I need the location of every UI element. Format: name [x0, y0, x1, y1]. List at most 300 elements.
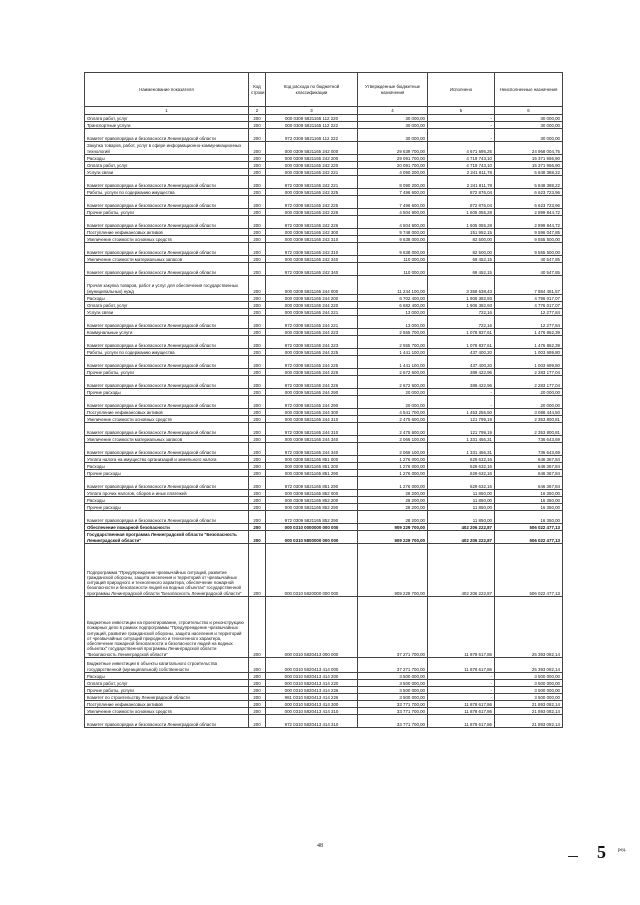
row-code: 200 — [249, 436, 266, 443]
table-row — [85, 142, 563, 155]
row-executed: 2 241 811,78 — [428, 169, 495, 176]
row-code: 200 — [249, 169, 266, 176]
row-code: 200 — [249, 329, 266, 336]
row-approved: 7 496 600,00 — [358, 196, 428, 209]
row-code: 200 — [249, 155, 266, 162]
row-code: 200 — [249, 658, 266, 673]
row-budget-code: 972 0309 5821165 242 221 — [266, 176, 358, 189]
row-budget-code: 972 0309 5821165 244 290 — [266, 396, 358, 409]
row-budget-code: 972 0309 5821165 242 225 — [266, 196, 358, 209]
row-name: Комитет правопорядка и безопасности Ленинградской области — [85, 356, 249, 369]
table-row — [85, 443, 563, 456]
row-name: Увеличение стоимости материальных запасов — [85, 436, 249, 443]
table-row — [85, 456, 563, 463]
row-code: 200 — [249, 162, 266, 169]
row-unexecuted: 1 476 862,39 — [495, 329, 563, 336]
row-executed: 1 453 255,50 — [428, 409, 495, 416]
row-approved: 33 771 700,00 — [358, 708, 428, 715]
row-approved: 4 090 200,00 — [358, 169, 428, 176]
table-row — [85, 490, 563, 497]
table-row — [85, 680, 563, 687]
row-budget-code: 972 0309 5821165 112 222 — [266, 129, 358, 142]
row-approved: 2 475 600,00 — [358, 423, 428, 436]
row-budget-code: 000 0310 5820413 414 220 — [266, 680, 358, 687]
row-unexecuted: 12 277,84 — [495, 309, 563, 316]
row-executed: 402 206 222,87 — [428, 524, 495, 531]
row-code: 200 — [249, 511, 266, 524]
table-row — [85, 376, 563, 389]
row-approved: 20 000,00 — [358, 389, 428, 396]
row-executed: 121 799,19 — [428, 416, 495, 423]
row-approved: 2 555 700,00 — [358, 336, 428, 349]
row-unexecuted: 15 371 956,90 — [495, 162, 563, 169]
row-budget-code: 000 0309 5821165 244 310 — [266, 416, 358, 423]
row-approved: 20 000,00 — [358, 396, 428, 409]
report-table-container — [84, 72, 562, 728]
row-code: 200 — [249, 680, 266, 687]
row-approved: 909 229 700,00 — [358, 524, 428, 531]
row-budget-code: 000 0309 5821165 244 221 — [266, 309, 358, 316]
row-budget-code: 000 0310 5820413 414 310 — [266, 708, 358, 715]
row-executed: 437 400,20 — [428, 349, 495, 356]
row-executed: 2 241 811,78 — [428, 176, 495, 189]
row-budget-code: 000 0310 5820413 414 300 — [266, 701, 358, 708]
row-unexecuted: 20 000,00 — [495, 396, 563, 409]
row-code: 200 — [249, 694, 266, 701]
row-executed: - — [428, 673, 495, 680]
row-budget-code: 000 0309 5821165 851 290 — [266, 470, 358, 477]
row-code: 200 — [249, 463, 266, 470]
header-budget-code: Код расхода по бюджетной классификации — [266, 73, 358, 107]
row-name: Расходы — [85, 497, 249, 504]
row-name: Поступление нефинансовых активов — [85, 701, 249, 708]
row-code: 200 — [249, 276, 266, 295]
row-unexecuted: 9 555 500,00 — [495, 243, 563, 256]
row-code: 200 — [249, 263, 266, 276]
row-executed: 402 206 222,87 — [428, 544, 495, 597]
row-code: 200 — [249, 416, 266, 423]
row-budget-code: 000 0310 5820000 000 000 — [266, 544, 358, 597]
row-unexecuted: 20 000,00 — [495, 389, 563, 396]
row-budget-code: 000 0309 5821165 852 200 — [266, 497, 358, 504]
table-row — [85, 276, 563, 295]
row-code: 200 — [249, 349, 266, 356]
table-row — [85, 389, 563, 396]
row-budget-code: 000 0309 5821165 242 220 — [266, 162, 358, 169]
row-budget-code: 000 0309 5821165 244 226 — [266, 369, 358, 376]
row-unexecuted: 15 371 956,90 — [495, 155, 563, 162]
row-approved: 1 276 000,00 — [358, 477, 428, 490]
row-unexecuted: 2 899 844,72 — [495, 209, 563, 216]
row-name: Коммунальные услуги — [85, 329, 249, 336]
row-executed: 1 331 456,31 — [428, 436, 495, 443]
row-name: Прочие работы, услуги — [85, 209, 249, 216]
row-name: Оплата работ, услуг — [85, 162, 249, 169]
row-code: 200 — [249, 189, 266, 196]
row-name: Обеспечение пожарной безопасности — [85, 524, 249, 531]
row-approved: 28 200,00 — [358, 497, 428, 504]
row-approved: 30 000,00 — [358, 115, 428, 122]
row-unexecuted: 25 393 082,14 — [495, 597, 563, 658]
row-code: 200 — [249, 369, 266, 376]
row-code: 200 — [249, 597, 266, 658]
row-approved: 4 541 700,00 — [358, 409, 428, 416]
row-budget-code: 972 0309 5821165 244 310 — [266, 423, 358, 436]
row-unexecuted: 16 350,00 — [495, 504, 563, 511]
table-row — [85, 229, 563, 236]
table-row — [85, 236, 563, 243]
row-approved: 33 771 700,00 — [358, 715, 428, 728]
row-executed: 11 878 617,86 — [428, 701, 495, 708]
row-code: 200 — [249, 490, 266, 497]
row-code: 200 — [249, 409, 266, 416]
row-code: 200 — [249, 209, 266, 216]
row-approved: 909 229 700,00 — [358, 531, 428, 544]
row-budget-code: 000 0309 5821165 244 340 — [266, 436, 358, 443]
table-row — [85, 416, 563, 423]
header-unexecuted: Неисполненные назначения — [495, 73, 563, 107]
row-unexecuted: 2 283 177,04 — [495, 376, 563, 389]
table-row — [85, 524, 563, 531]
table-row — [85, 329, 563, 336]
row-approved: 8 090 200,00 — [358, 176, 428, 189]
row-approved: 2 475 600,00 — [358, 416, 428, 423]
row-executed: 1 078 837,61 — [428, 329, 495, 336]
row-approved: 1 441 100,00 — [358, 349, 428, 356]
row-unexecuted: 4 776 017,07 — [495, 302, 563, 309]
table-row — [85, 256, 563, 263]
row-name: Комитет правопорядка и безопасности Ленинградской области — [85, 511, 249, 524]
row-unexecuted: 4 796 017,07 — [495, 295, 563, 302]
row-budget-code: 972 0309 5821165 242 310 — [266, 243, 358, 256]
row-unexecuted: 1 003 699,80 — [495, 356, 563, 369]
table-body — [85, 115, 563, 728]
row-approved: 6 682 400,00 — [358, 302, 428, 309]
row-budget-code: 972 0309 5821165 244 221 — [266, 316, 358, 329]
row-name: Оплата работ, услуг — [85, 680, 249, 687]
row-unexecuted: 2 899 844,72 — [495, 216, 563, 229]
row-budget-code: 972 0309 5821165 244 340 — [266, 443, 358, 456]
table-row — [85, 531, 563, 544]
row-approved: 3 500 000,00 — [358, 687, 428, 694]
table-row — [85, 336, 563, 349]
row-approved: 4 504 900,00 — [358, 216, 428, 229]
row-name: Комитет по строительству Ленинградской области — [85, 694, 249, 701]
table-row — [85, 423, 563, 436]
row-executed: 4 719 743,10 — [428, 162, 495, 169]
row-code: 200 — [249, 256, 266, 263]
row-budget-code: 972 0309 5821165 244 225 — [266, 356, 358, 369]
row-executed: 1 331 456,31 — [428, 443, 495, 456]
row-code: 200 — [249, 443, 266, 456]
row-approved: 1 276 000,00 — [358, 456, 428, 463]
row-approved: 110 000,00 — [358, 256, 428, 263]
table-row — [85, 263, 563, 276]
row-approved: 29 639 700,00 — [358, 142, 428, 155]
row-name: Закупка товаров, работ, услуг в сфере информационно-коммуникационных технологий — [85, 142, 249, 155]
row-approved: 1 441 100,00 — [358, 356, 428, 369]
row-code: 200 — [249, 687, 266, 694]
row-budget-code: 000 0309 5821165 242 200 — [266, 155, 358, 162]
row-budget-code: 000 0309 5821165 244 290 — [266, 389, 358, 396]
row-budget-code: 000 0309 5821165 244 220 — [266, 302, 358, 309]
row-unexecuted: 506 022 477,13 — [495, 531, 563, 544]
row-budget-code: 000 0310 5800000 000 000 — [266, 531, 358, 544]
row-approved: 2 066 100,00 — [358, 443, 428, 456]
row-executed: - — [428, 389, 495, 396]
row-name: Оплата работ, услуг — [85, 115, 249, 122]
row-code: 200 — [249, 504, 266, 511]
row-code: 200 — [249, 336, 266, 349]
row-budget-code: 000 0309 5821165 112 222 — [266, 122, 358, 129]
row-code: 200 — [249, 229, 266, 236]
row-approved: 2 672 600,00 — [358, 376, 428, 389]
row-executed: 437 400,20 — [428, 356, 495, 369]
row-approved: 3 500 000,00 — [358, 694, 428, 701]
row-code: 200 — [249, 531, 266, 544]
table-row — [85, 216, 563, 229]
row-unexecuted: 506 022 477,13 — [495, 544, 563, 597]
row-executed: 11 850,00 — [428, 511, 495, 524]
row-budget-code: 000 0310 0000000 000 000 — [266, 524, 358, 531]
row-name: Комитет правопорядка и безопасности Ленинградской области — [85, 263, 249, 276]
row-name: Услуги связи — [85, 309, 249, 316]
row-approved: 28 200,00 — [358, 504, 428, 511]
row-name: Поступление нефинансовых активов — [85, 229, 249, 236]
row-name: Расходы — [85, 673, 249, 680]
row-budget-code: 972 0309 5821165 242 226 — [266, 216, 358, 229]
row-approved: 2 066 100,00 — [358, 436, 428, 443]
table-row — [85, 302, 563, 309]
row-executed: 69 452,15 — [428, 263, 495, 276]
table-row — [85, 511, 563, 524]
header-line-code: Код строки — [249, 73, 266, 107]
row-code: 200 — [249, 497, 266, 504]
row-approved: 13 000,00 — [358, 309, 428, 316]
table-row — [85, 295, 563, 302]
row-code: 200 — [249, 673, 266, 680]
row-approved: 2 672 600,00 — [358, 369, 428, 376]
row-name: Комитет правопорядка и безопасности Ленинградской области — [85, 396, 249, 409]
row-name: Комитет правопорядка и безопасности Ленинградской области — [85, 423, 249, 436]
row-code: 200 — [249, 470, 266, 477]
row-unexecuted: 40 547,85 — [495, 263, 563, 276]
table-row — [85, 176, 563, 189]
table-row — [85, 687, 563, 694]
row-unexecuted: 1 476 862,39 — [495, 336, 563, 349]
row-unexecuted: 6 623 723,96 — [495, 189, 563, 196]
row-budget-code: 000 0309 5821165 242 226 — [266, 209, 358, 216]
table-row — [85, 115, 563, 122]
row-budget-code: 000 0309 5821165 244 200 — [266, 295, 358, 302]
table-row — [85, 544, 563, 597]
row-approved: 9 638 000,00 — [358, 236, 428, 243]
corner-mark-suffix: ред. — [618, 848, 627, 853]
row-executed: - — [428, 129, 495, 142]
row-approved: 7 496 600,00 — [358, 189, 428, 196]
row-unexecuted: 2 353 800,81 — [495, 423, 563, 436]
row-name: Увеличение стоимости основных средств — [85, 708, 249, 715]
row-executed: 872 876,04 — [428, 196, 495, 209]
row-name: Бюджетные инвестиции в объекты капитального строительства государственной (муниципальной) собственности — [85, 658, 249, 673]
row-budget-code: 000 0309 5821165 851 000 — [266, 456, 358, 463]
row-approved: 4 504 900,00 — [358, 209, 428, 216]
column-number: 6 — [495, 107, 563, 115]
row-approved: 2 555 700,00 — [358, 329, 428, 336]
row-name: Работы, услуги по содержанию имущества — [85, 349, 249, 356]
row-executed: 629 632,16 — [428, 463, 495, 470]
row-approved: 30 000,00 — [358, 129, 428, 142]
table-row — [85, 243, 563, 256]
row-code: 200 — [249, 142, 266, 155]
row-approved: 20 091 700,00 — [358, 162, 428, 169]
row-budget-code: 000 0309 5821165 244 300 — [266, 409, 358, 416]
page-number: 48 — [317, 843, 323, 849]
table-row — [85, 129, 563, 142]
column-number-row — [85, 107, 563, 115]
row-code: 200 — [249, 236, 266, 243]
row-executed: 3 359 638,43 — [428, 276, 495, 295]
row-budget-code: 000 0310 5820413 000 000 — [266, 597, 358, 658]
row-unexecuted: 736 643,69 — [495, 436, 563, 443]
row-name: Комитет правопорядка и безопасности Ленинградской области — [85, 376, 249, 389]
row-unexecuted: 646 367,84 — [495, 456, 563, 463]
row-unexecuted: 3 088 444,50 — [495, 409, 563, 416]
row-executed: - — [428, 122, 495, 129]
row-executed: - — [428, 680, 495, 687]
row-unexecuted: 24 968 004,75 — [495, 142, 563, 155]
row-unexecuted: 9 555 500,00 — [495, 236, 563, 243]
row-code: 200 — [249, 356, 266, 369]
row-name: Комитет правопорядка и безопасности Ленинградской области — [85, 336, 249, 349]
row-name: Государственная программа Ленинградской области "Безопасность Ленинградской области" — [85, 531, 249, 544]
row-budget-code: 972 0309 5821165 244 226 — [266, 376, 358, 389]
row-executed: - — [428, 694, 495, 701]
row-approved: 9 748 000,00 — [358, 229, 428, 236]
row-budget-code: 972 0309 5821165 242 340 — [266, 263, 358, 276]
row-approved: 37 271 700,00 — [358, 658, 428, 673]
row-code: 200 — [249, 115, 266, 122]
table-row — [85, 597, 563, 658]
table-row — [85, 169, 563, 176]
row-budget-code: 972 0309 5821165 851 290 — [266, 477, 358, 490]
row-code: 200 — [249, 524, 266, 531]
row-name: Услуги связи — [85, 169, 249, 176]
row-executed: 69 452,15 — [428, 256, 495, 263]
row-unexecuted: 16 350,00 — [495, 511, 563, 524]
column-number: 2 — [249, 107, 266, 115]
row-code: 200 — [249, 302, 266, 309]
budget-execution-table — [84, 72, 563, 728]
row-name: Поступление нефинансовых активов — [85, 409, 249, 416]
row-executed: 1 078 837,61 — [428, 336, 495, 349]
row-executed: - — [428, 115, 495, 122]
row-budget-code: 000 0309 5821165 242 000 — [266, 142, 358, 155]
row-executed: - — [428, 396, 495, 409]
row-unexecuted: 30 000,00 — [495, 115, 563, 122]
row-unexecuted: 5 848 388,22 — [495, 169, 563, 176]
table-row — [85, 497, 563, 504]
row-name: Прочие работы, услуги — [85, 369, 249, 376]
table-row — [85, 477, 563, 490]
row-approved: 1 276 000,00 — [358, 470, 428, 477]
table-row — [85, 162, 563, 169]
row-executed: 722,16 — [428, 316, 495, 329]
row-name: Расходы — [85, 155, 249, 162]
row-name: Прочие расходы — [85, 389, 249, 396]
table-row — [85, 673, 563, 680]
table-row — [85, 658, 563, 673]
row-unexecuted: 736 643,69 — [495, 443, 563, 456]
row-unexecuted: 16 350,00 — [495, 490, 563, 497]
row-unexecuted: 9 596 047,85 — [495, 229, 563, 236]
table-row — [85, 701, 563, 708]
row-approved: 13 000,00 — [358, 316, 428, 329]
row-executed: 11 850,00 — [428, 504, 495, 511]
column-number: 1 — [85, 107, 249, 115]
row-approved: 11 244 100,00 — [358, 276, 428, 295]
column-number: 5 — [428, 107, 495, 115]
row-executed: 389 422,96 — [428, 376, 495, 389]
row-name: Увеличение стоимости основных средств — [85, 236, 249, 243]
row-executed: 872 876,04 — [428, 189, 495, 196]
row-name: Комитет правопорядка и безопасности Ленинградской области — [85, 176, 249, 189]
table-row — [85, 409, 563, 416]
row-unexecuted: 25 393 082,14 — [495, 658, 563, 673]
row-name: Комитет правопорядка и безопасности Ленинградской области — [85, 129, 249, 142]
row-budget-code: 000 0309 5821165 242 310 — [266, 236, 358, 243]
row-executed: 629 632,16 — [428, 477, 495, 490]
row-unexecuted: 6 623 723,96 — [495, 196, 563, 209]
row-executed: 402 206 222,87 — [428, 531, 495, 544]
row-approved: 28 200,00 — [358, 490, 428, 497]
row-name: Уплата налога на имущество организаций и земельного налога — [85, 456, 249, 463]
row-executed: 1 906 382,93 — [428, 295, 495, 302]
table-row — [85, 694, 563, 701]
row-approved: 30 000,00 — [358, 122, 428, 129]
row-code: 200 — [249, 477, 266, 490]
row-budget-code: 000 0309 5821165 852 000 — [266, 490, 358, 497]
row-code: 200 — [249, 376, 266, 389]
row-name: Увеличение стоимости материальных запасов — [85, 256, 249, 263]
row-executed: 4 719 743,10 — [428, 155, 495, 162]
row-unexecuted: 2 353 800,81 — [495, 416, 563, 423]
table-row — [85, 396, 563, 409]
corner-dash — [568, 856, 578, 857]
row-approved: 37 271 700,00 — [358, 597, 428, 658]
row-name: Комитет правопорядка и безопасности Ленинградской области — [85, 316, 249, 329]
row-unexecuted: 646 367,84 — [495, 470, 563, 477]
row-budget-code: 972 0310 5820413 414 310 — [266, 715, 358, 728]
row-unexecuted: 3 500 000,00 — [495, 687, 563, 694]
row-approved: 28 200,00 — [358, 511, 428, 524]
header-approved: Утвержденные бюджетные назначения — [358, 73, 428, 107]
row-name: Бюджетные инвестиции на проектирование, строительство и реконструкцию пожарных депо в рамках подпрограммы "Предупреждение чрезвычайных ситуаций, развитие гражданской обороны, защита населения и территорий от чрезвычайных ситуаций природного и техногенного характера, обеспечение пожарной безопасности и безопасности людей на водных объектах" государственной программы Ленинградской области "Безопасность Ленинградской области" — [85, 597, 249, 658]
row-executed: 11 878 617,86 — [428, 708, 495, 715]
row-executed: 1 906 382,93 — [428, 302, 495, 309]
row-executed: 11 878 617,86 — [428, 658, 495, 673]
row-unexecuted: 3 500 000,00 — [495, 694, 563, 701]
table-row — [85, 715, 563, 728]
row-executed: 389 422,96 — [428, 369, 495, 376]
row-budget-code: 000 0310 5820413 414 000 — [266, 658, 358, 673]
row-unexecuted: 646 367,84 — [495, 463, 563, 470]
row-budget-code: 000 0309 5821165 851 200 — [266, 463, 358, 470]
row-executed: 121 799,19 — [428, 423, 495, 436]
corner-mark: 5 — [597, 842, 606, 862]
table-row — [85, 349, 563, 356]
row-executed: 82 500,00 — [428, 236, 495, 243]
